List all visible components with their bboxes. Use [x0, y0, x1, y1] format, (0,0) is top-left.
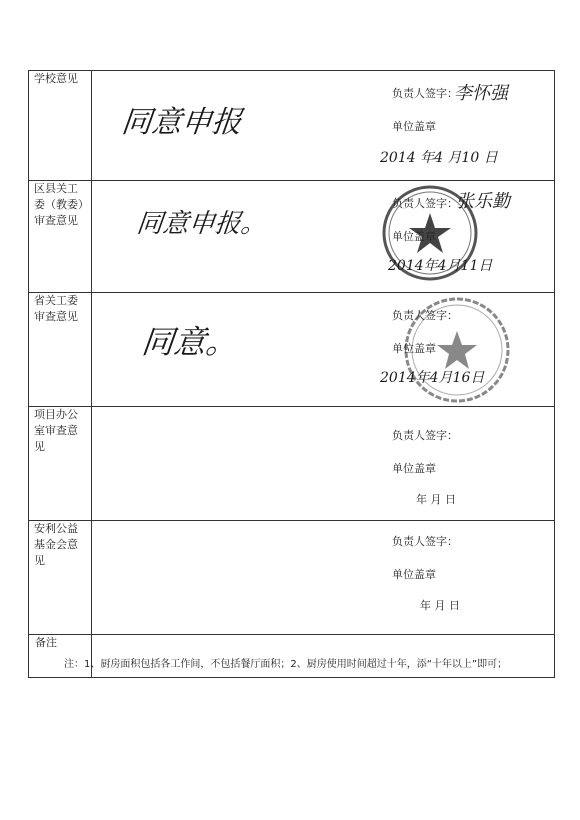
row-label-province: 省关工委审查意见	[29, 293, 92, 407]
seal-label: 单位盖章	[392, 120, 436, 133]
form-row-province	[29, 293, 555, 407]
form-row-school	[29, 71, 555, 181]
date-blank: 年 月 日	[420, 599, 460, 612]
row-content-project-office	[92, 407, 555, 521]
row-label-project-office: 项目办公室审查意见	[29, 407, 92, 521]
signature-label: 负责人签字：	[392, 429, 458, 442]
form-row-district	[29, 181, 555, 293]
handwritten-opinion: 同意申报。	[135, 209, 269, 239]
signature-label: 负责人签字：	[392, 87, 458, 100]
seal-label: 单位盖章	[392, 230, 436, 243]
signature-label: 负责人签字：	[392, 309, 458, 322]
row-content-district	[92, 181, 555, 293]
row-content-foundation	[92, 521, 555, 635]
handwritten-opinion: 同意申报	[119, 105, 244, 140]
handwritten-date: 2014 年4 月10 日	[380, 150, 498, 166]
row-label-remarks: 备注	[29, 635, 92, 678]
seal-label: 单位盖章	[392, 462, 436, 475]
row-label-school: 学校意见	[29, 71, 92, 181]
row-content-province	[92, 293, 555, 407]
approval-form-table	[28, 70, 555, 678]
row-label-foundation: 安利公益基金会意见	[29, 521, 92, 635]
handwritten-signature: 张乐勤	[456, 191, 510, 212]
form-row-foundation	[29, 521, 555, 635]
row-content-school	[92, 71, 555, 181]
form-row-project-office	[29, 407, 555, 521]
row-label-district: 区县关工委（教委）审查意见	[29, 181, 92, 293]
date-blank: 年 月 日	[416, 493, 456, 506]
signature-label: 负责人签字：	[392, 535, 458, 548]
signature-label: 负责人签字：	[392, 197, 458, 210]
handwritten-date: 2014年4月11日	[388, 258, 493, 274]
seal-label: 单位盖章	[392, 568, 436, 581]
handwritten-signature: 李怀强	[454, 83, 508, 104]
handwritten-opinion: 同意。	[139, 323, 240, 361]
footnote: 注：1、厨房面积包括各工作间，不包括餐厅面积；2、厨房使用时间超过十年，添“十年以上”即可；	[64, 659, 508, 670]
handwritten-date: 2014年4月16日	[380, 370, 485, 386]
seal-label: 单位盖章	[392, 342, 436, 355]
